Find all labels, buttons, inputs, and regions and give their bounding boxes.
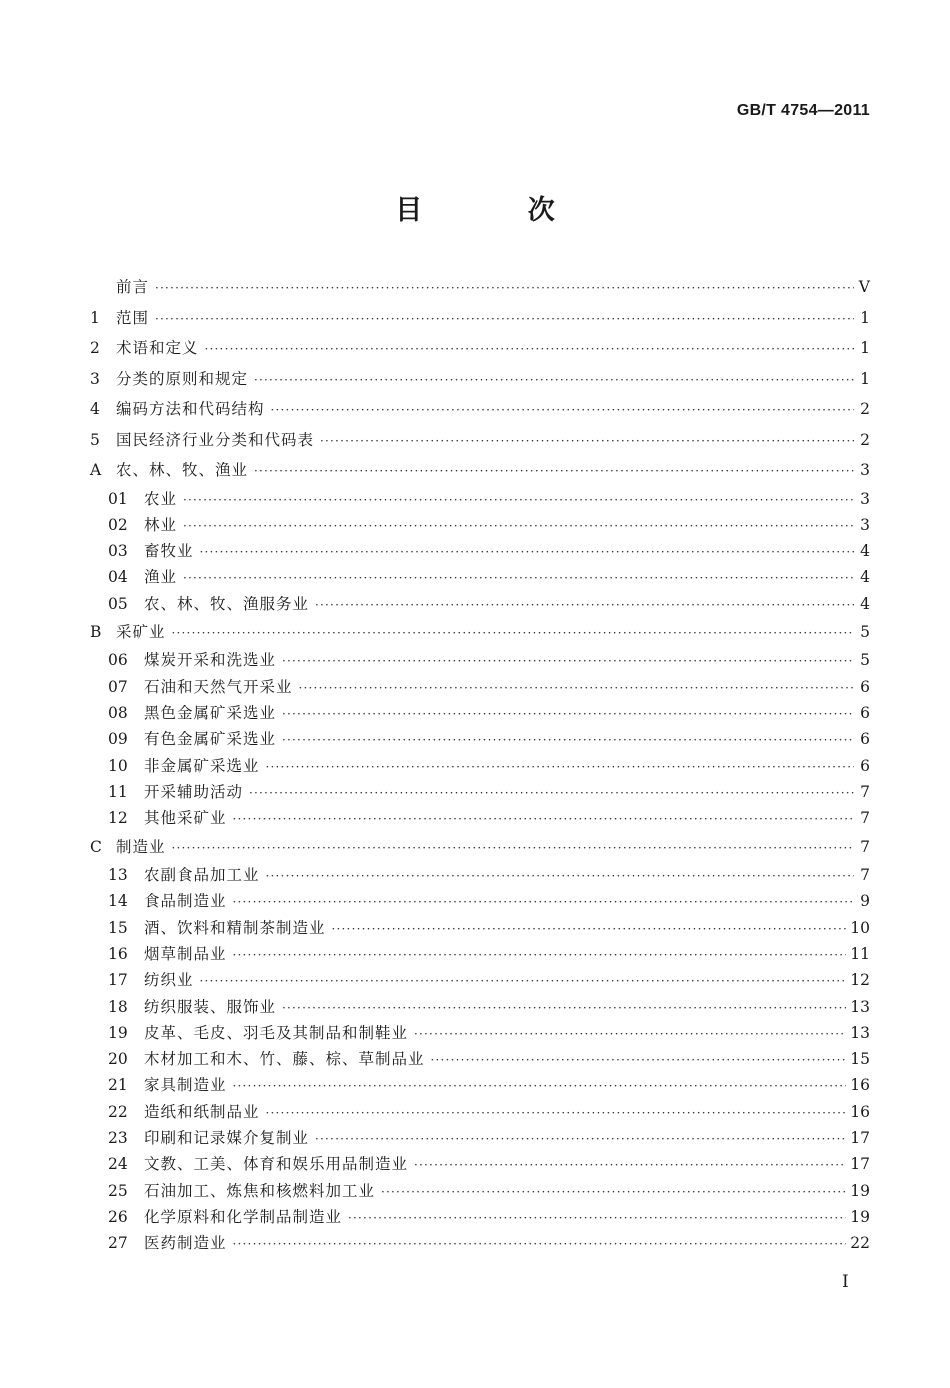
dot-leader [320, 426, 854, 457]
toc-entry-page: 17 [850, 1155, 870, 1174]
toc-entry-code: C [90, 837, 102, 856]
dot-leader [266, 1100, 847, 1126]
toc-entry-label: 前言 [116, 278, 150, 296]
toc-entry-label: 非金属矿采选业 [144, 756, 260, 775]
dot-leader [183, 513, 854, 539]
toc-entry-label: 黑色金属矿采选业 [144, 704, 277, 723]
dot-leader [172, 833, 854, 864]
toc-entry-code: 26 [108, 1207, 128, 1226]
toc-entry[interactable] [90, 726, 870, 752]
toc-entry-label: 制造业 [116, 837, 166, 856]
toc-entry[interactable] [90, 753, 870, 779]
dot-leader [155, 304, 854, 335]
dot-leader [233, 1073, 847, 1099]
toc-entry[interactable] [90, 1178, 870, 1204]
toc-entry-page: 16 [850, 1102, 870, 1121]
toc-entry-code: 18 [108, 997, 128, 1016]
toc-entry[interactable] [90, 888, 870, 914]
toc-entry-page: 5 [860, 651, 870, 670]
dot-leader [249, 780, 854, 806]
dot-leader [183, 565, 854, 591]
toc-entry[interactable] [90, 333, 870, 364]
toc-entry[interactable] [90, 1204, 870, 1230]
dot-leader [332, 916, 847, 942]
dot-leader [266, 754, 854, 780]
toc-entry-page: 10 [850, 918, 870, 937]
toc-entry-code: 04 [108, 568, 128, 587]
toc-entry[interactable] [90, 862, 870, 888]
toc-entry-page: 1 [860, 369, 870, 388]
toc-entry[interactable] [90, 425, 870, 456]
toc-entry-code: 03 [108, 542, 128, 561]
toc-entry-label: 家具制造业 [144, 1076, 227, 1095]
toc-entry-code: 02 [108, 515, 128, 534]
dot-leader [254, 365, 854, 396]
toc-entry-code: 21 [108, 1076, 128, 1095]
toc-entry-code: 20 [108, 1050, 128, 1069]
toc-entry-label: 分类的原则和规定 [116, 369, 249, 388]
dot-leader [282, 995, 846, 1021]
toc-entry-page: 4 [860, 594, 870, 613]
toc-entry-label: 化学原料和化学制品制造业 [144, 1207, 343, 1226]
toc-entry-label: 烟草制品业 [144, 944, 227, 963]
toc-entry[interactable] [90, 1230, 870, 1256]
dot-leader [254, 456, 854, 487]
toc-entry-page: 4 [860, 542, 870, 561]
toc-entry[interactable] [90, 364, 870, 395]
dot-leader [381, 1179, 846, 1205]
dot-leader [282, 727, 854, 753]
dot-leader [282, 701, 854, 727]
toc-entry-label: 医药制造业 [144, 1234, 227, 1253]
toc-entry-page: 7 [860, 809, 870, 828]
toc-entry-code: 14 [108, 892, 128, 911]
toc-entry[interactable] [90, 394, 870, 425]
toc-entry-code: B [90, 622, 102, 641]
toc-entry-code: A [90, 461, 102, 479]
toc-entry-label: 农副食品加工业 [144, 866, 260, 885]
toc-entry-page: 7 [860, 866, 870, 885]
toc-entry-code: 23 [108, 1129, 128, 1148]
standard-code: GB/T 4754—2011 [736, 102, 870, 119]
toc-entry-code: 27 [108, 1234, 128, 1253]
toc-entry-code: 10 [108, 756, 128, 775]
toc-entry-code: 01 [108, 489, 128, 508]
toc-entry-label: 其他采矿业 [144, 809, 227, 828]
toc-entry-page: 7 [860, 782, 870, 801]
toc-entry-page: 17 [850, 1129, 870, 1148]
toc-entry-label: 农、林、牧、渔业 [116, 461, 249, 479]
toc-entry[interactable] [90, 1099, 870, 1125]
toc-entry[interactable] [90, 994, 870, 1020]
toc-entry-label: 纺织服装、服饰业 [144, 997, 277, 1016]
toc-entry-page: 7 [860, 837, 870, 856]
toc-entry-page: 12 [850, 971, 870, 990]
toc-entry-label: 畜牧业 [144, 542, 194, 561]
toc-entry[interactable] [90, 512, 870, 538]
toc-entry-code: 12 [108, 809, 128, 828]
dot-leader [205, 334, 854, 365]
toc-entry-code: 5 [90, 430, 100, 449]
dot-leader [200, 968, 847, 994]
toc-entry-label: 文教、工美、体育和娱乐用品制造业 [144, 1155, 409, 1174]
toc-entry-code: 22 [108, 1102, 128, 1121]
toc-entry-label: 煤炭开采和洗选业 [144, 651, 277, 670]
toc-entry-page: 5 [860, 622, 870, 641]
toc-entry-label: 食品制造业 [144, 892, 227, 911]
toc-entry-page: 11 [850, 944, 870, 963]
toc-entry[interactable] [90, 647, 870, 673]
toc-entry-code: 2 [90, 339, 100, 357]
toc-entry-code: 3 [90, 369, 100, 388]
dot-leader [233, 942, 847, 968]
toc-entry-page: 13 [850, 997, 870, 1016]
dot-leader [266, 863, 854, 889]
toc-entry-code: 4 [90, 400, 100, 418]
toc-entry-page: 3 [860, 515, 870, 534]
toc-entry-page: 3 [860, 461, 870, 479]
toc-entry[interactable] [90, 700, 870, 726]
toc-entry[interactable] [90, 455, 870, 486]
toc-entry[interactable] [90, 832, 870, 863]
toc-entry[interactable] [90, 1151, 870, 1177]
toc-entry[interactable] [90, 805, 870, 831]
toc-entry-label: 木材加工和木、竹、藤、棕、草制品业 [144, 1050, 425, 1069]
toc-entry[interactable] [90, 538, 870, 564]
toc-entry-page: 16 [850, 1076, 870, 1095]
dot-leader [183, 487, 854, 513]
toc-entry[interactable] [90, 564, 870, 590]
toc-entry[interactable] [90, 1046, 870, 1072]
toc-entry-label: 编码方法和代码结构 [116, 400, 265, 418]
toc-entry-page: 4 [860, 568, 870, 587]
toc-entry-page: V [858, 278, 870, 296]
toc-entry[interactable] [90, 1020, 870, 1046]
toc-entry-label: 开采辅助活动 [144, 782, 244, 801]
dot-leader [233, 806, 854, 832]
toc-entry-label: 石油和天然气开采业 [144, 677, 293, 696]
toc-entry-code: 1 [90, 308, 100, 327]
toc-entry-label: 农业 [144, 489, 178, 508]
dot-leader [315, 1126, 846, 1152]
toc-entry[interactable] [90, 617, 870, 648]
dot-leader [282, 648, 854, 674]
toc-entry-code: 05 [108, 594, 128, 613]
toc-entry-page: 6 [860, 677, 870, 696]
toc-entry[interactable] [90, 967, 870, 993]
toc-entry-page: 3 [860, 489, 870, 508]
toc-entry-label: 有色金属矿采选业 [144, 730, 277, 749]
toc-entry-code: 17 [108, 971, 128, 990]
toc-entry[interactable] [90, 941, 870, 967]
toc-entry-page: 19 [850, 1207, 870, 1226]
toc-entry-page: 1 [860, 339, 870, 357]
toc-entry-page: 19 [850, 1181, 870, 1200]
dot-leader [233, 1231, 847, 1257]
toc-entry-label: 农、林、牧、渔服务业 [144, 594, 310, 613]
toc-entry-page: 13 [850, 1023, 870, 1042]
dot-leader [233, 889, 854, 915]
toc-entry[interactable] [90, 591, 870, 617]
toc-entry-label: 酒、饮料和精制茶制造业 [144, 918, 326, 937]
toc-entry-page: 6 [860, 704, 870, 723]
dot-leader [299, 675, 854, 701]
toc-entry[interactable] [90, 915, 870, 941]
toc-entry-label: 渔业 [144, 568, 178, 587]
table-of-contents [90, 272, 870, 1257]
toc-entry-page: 22 [850, 1234, 870, 1253]
toc-entry-page: 9 [860, 892, 870, 911]
toc-entry[interactable] [90, 779, 870, 805]
toc-entry[interactable] [90, 486, 870, 512]
toc-entry-page: 1 [860, 308, 870, 327]
dot-leader [172, 618, 854, 649]
toc-entry[interactable] [90, 1125, 870, 1151]
dot-leader [200, 539, 854, 565]
toc-entry-label: 印刷和记录媒介复制业 [144, 1129, 310, 1148]
toc-entry-label: 纺织业 [144, 971, 194, 990]
toc-entry-code: 24 [108, 1155, 128, 1174]
toc-entry-code: 11 [108, 782, 128, 801]
toc-entry-code: 16 [108, 944, 128, 963]
toc-entry-code: 13 [108, 866, 128, 885]
toc-entry-page: 15 [850, 1050, 870, 1069]
toc-entry-page: 6 [860, 756, 870, 775]
toc-entry-page: 2 [860, 430, 870, 449]
toc-entry-page: 6 [860, 730, 870, 749]
dot-leader [315, 592, 854, 618]
dot-leader [431, 1047, 847, 1073]
dot-leader [414, 1152, 846, 1178]
toc-entry-code: 19 [108, 1023, 128, 1042]
toc-entry-label: 国民经济行业分类和代码表 [116, 430, 315, 449]
toc-entry-label: 范围 [116, 308, 150, 327]
toc-entry-page: 2 [860, 400, 870, 418]
toc-entry[interactable] [90, 303, 870, 334]
toc-entry-label: 术语和定义 [116, 339, 199, 357]
toc-entry-code: 06 [108, 651, 128, 670]
toc-entry-label: 造纸和纸制品业 [144, 1102, 260, 1121]
page-title: 目 次 [395, 195, 603, 226]
toc-entry[interactable] [90, 1072, 870, 1098]
footer-page-number: I [842, 1272, 849, 1292]
toc-entry-code: 08 [108, 704, 128, 723]
dot-leader [271, 395, 854, 426]
dot-leader [414, 1021, 846, 1047]
dot-leader [155, 273, 854, 304]
toc-entry-code: 25 [108, 1181, 128, 1200]
toc-entry-label: 采矿业 [116, 622, 166, 641]
dot-leader [348, 1205, 846, 1231]
toc-entry[interactable] [90, 272, 870, 303]
toc-entry[interactable] [90, 674, 870, 700]
toc-entry-label: 林业 [144, 515, 178, 534]
toc-entry-code: 09 [108, 730, 128, 749]
toc-entry-code: 15 [108, 918, 128, 937]
toc-entry-code: 07 [108, 677, 128, 696]
toc-entry-label: 皮革、毛皮、羽毛及其制品和制鞋业 [144, 1023, 409, 1042]
toc-entry-label: 石油加工、炼焦和核燃料加工业 [144, 1181, 376, 1200]
